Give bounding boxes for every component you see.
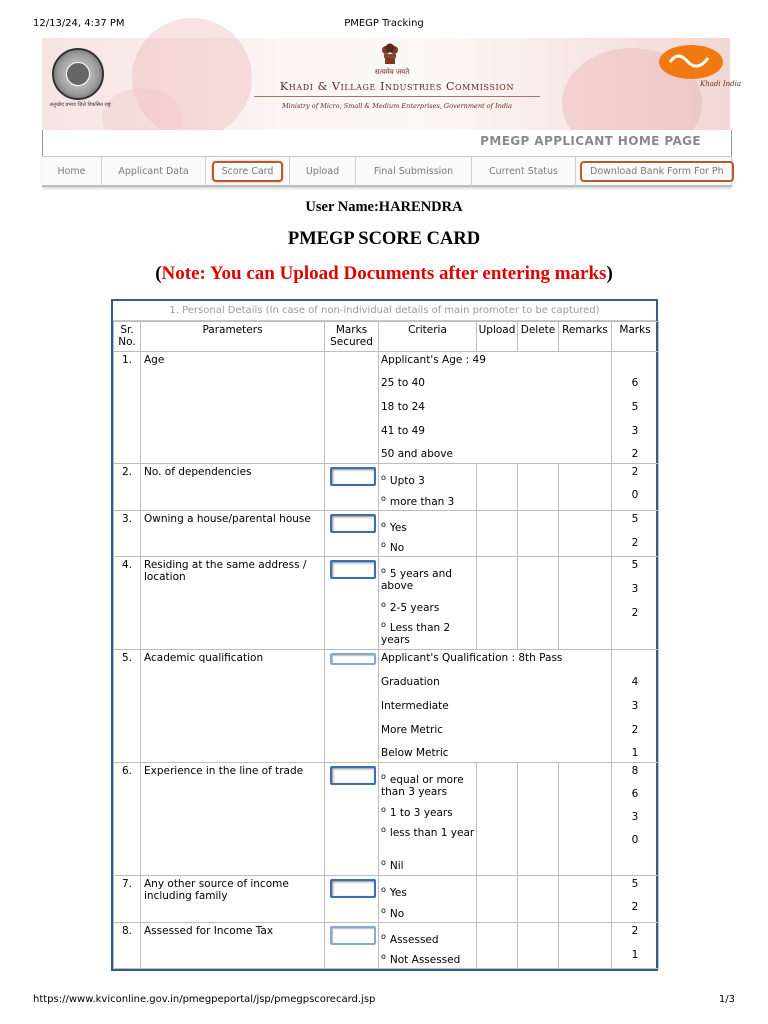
header-remarks: Remarks xyxy=(559,322,612,352)
row-sr: 4. xyxy=(114,557,141,650)
marks-cell xyxy=(612,511,659,557)
kvic-seal-logo xyxy=(52,48,104,100)
criteria-option[interactable]: $^o$ less than 1 year xyxy=(381,825,475,839)
nav-score-card[interactable]: Score Card xyxy=(206,157,290,186)
delete-cell xyxy=(518,923,559,969)
mark-value: 3 xyxy=(631,811,639,823)
mark-value: 6 xyxy=(631,377,639,389)
table-row xyxy=(114,511,659,557)
mark-value: 0 xyxy=(631,489,639,501)
print-tab-title: PMEGP Tracking xyxy=(344,18,424,29)
mark-value: 2 xyxy=(631,724,639,736)
marks-secured-cell xyxy=(325,763,379,876)
criteria-option[interactable]: $^o$ Less than 2 years xyxy=(381,620,451,646)
criteria-text: More Metric xyxy=(381,724,444,736)
row-sr: 5. xyxy=(114,650,141,763)
mark-value: 5 xyxy=(631,513,639,525)
marks-cell xyxy=(612,464,659,511)
nav-upload[interactable]: Upload xyxy=(290,157,356,186)
mark-value: 3 xyxy=(631,583,639,595)
mark-value: 5 xyxy=(631,559,639,571)
row-parameter: Age xyxy=(141,352,325,464)
mark-value: 0 xyxy=(631,834,639,846)
user-name: User Name:HARENDRA xyxy=(305,199,463,215)
upload-note: (Note: You can Upload Documents after entering marks) xyxy=(155,263,613,284)
table-header-row xyxy=(114,322,659,352)
criteria-option[interactable]: $^o$ Not Assessed xyxy=(381,952,461,966)
mark-value: 4 xyxy=(631,676,639,688)
marks-cell xyxy=(612,923,659,969)
page-number: 1/3 xyxy=(718,994,735,1005)
remarks-cell xyxy=(559,763,612,876)
criteria-option[interactable]: $^o$ 2-5 years xyxy=(381,600,440,614)
remarks-cell xyxy=(559,464,612,511)
criteria-option[interactable]: $^o$ Upto 3 xyxy=(381,473,425,487)
header-parameters: Parameters xyxy=(141,322,325,352)
row-parameter: Residing at the same address / location xyxy=(141,557,325,650)
criteria-text: Applicant's Age : 49 xyxy=(381,354,486,366)
marks-secured-cell xyxy=(325,650,379,763)
criteria-option[interactable]: $^o$ No xyxy=(381,906,405,920)
mark-value: 2 xyxy=(631,448,639,460)
row-parameter: Owning a house/parental house xyxy=(141,511,325,557)
remarks-cell xyxy=(559,557,612,650)
criteria-text: 50 and above xyxy=(381,448,453,460)
mark-value: 2 xyxy=(631,925,639,937)
page-subheader xyxy=(42,130,732,156)
criteria-text: Graduation xyxy=(381,676,440,688)
nav-home[interactable]: Home xyxy=(42,157,102,186)
table-row xyxy=(114,557,659,650)
mark-value: 2 xyxy=(631,901,639,913)
criteria-text: 18 to 24 xyxy=(381,401,425,413)
criteria-text: Applicant's Qualification : 8th Pass xyxy=(381,652,563,664)
score-card-table xyxy=(111,299,658,971)
mark-value: 2 xyxy=(631,466,639,478)
delete-cell xyxy=(518,557,559,650)
site-banner xyxy=(42,38,742,130)
nav-current-status[interactable]: Current Status xyxy=(472,157,576,186)
marks-secured-input[interactable] xyxy=(330,467,376,486)
delete-cell xyxy=(518,511,559,557)
print-header xyxy=(0,0,768,34)
criteria-option[interactable]: $^o$ No xyxy=(381,540,405,554)
marks-secured-input[interactable] xyxy=(330,926,376,945)
header-upload: Upload xyxy=(477,322,518,352)
marks-secured-input[interactable] xyxy=(330,653,376,665)
table-row xyxy=(114,763,659,876)
row-sr: 7. xyxy=(114,876,141,923)
criteria-cell xyxy=(379,763,477,876)
mark-value: 1 xyxy=(631,949,639,961)
section-caption: 1. Personal Details (In case of non-individual details of main promoter to be captured) xyxy=(113,301,656,321)
print-datetime: 12/13/24, 4:37 PM xyxy=(33,18,125,29)
marks-secured-cell xyxy=(325,352,379,464)
mark-value: 3 xyxy=(631,425,639,437)
marks-secured-input[interactable] xyxy=(330,766,376,785)
mark-value: 1 xyxy=(631,747,639,759)
criteria-option[interactable]: $^o$ Yes xyxy=(381,885,407,899)
row-sr: 1. xyxy=(114,352,141,464)
upload-cell xyxy=(477,511,518,557)
mark-value: 5 xyxy=(631,401,639,413)
row-sr: 3. xyxy=(114,511,141,557)
marks-secured-input[interactable] xyxy=(330,560,376,579)
row-parameter: No. of dependencies xyxy=(141,464,325,511)
delete-cell xyxy=(518,464,559,511)
delete-cell xyxy=(518,876,559,923)
header-sr: Sr. No. xyxy=(114,322,141,352)
header-delete: Delete xyxy=(518,322,559,352)
row-parameter: Any other source of income including family xyxy=(141,876,325,923)
criteria-text: Below Metric xyxy=(381,747,449,759)
delete-cell xyxy=(518,763,559,876)
marks-secured-cell xyxy=(325,464,379,511)
page-heading: PMEGP APPLICANT HOME PAGE xyxy=(480,134,701,148)
criteria-option[interactable]: $^o$ Assessed xyxy=(381,932,439,946)
seal-caption: अनुच्छेद प्रभाव ज़िले विकसित राष्ट्र xyxy=(49,102,111,108)
nav-applicant-data[interactable]: Applicant Data xyxy=(102,157,206,186)
remarks-cell xyxy=(559,511,612,557)
criteria-cell xyxy=(379,464,477,511)
upload-cell xyxy=(477,763,518,876)
marks-secured-input[interactable] xyxy=(330,514,376,533)
criteria-cell xyxy=(379,650,612,763)
marks-cell xyxy=(612,763,659,876)
criteria-option[interactable]: $^o$ Nil xyxy=(381,858,404,872)
marks-secured-cell xyxy=(325,557,379,650)
criteria-option[interactable]: $^o$ 1 to 3 years xyxy=(381,805,453,819)
criteria-option[interactable]: $^o$ equal or more than 3 years xyxy=(381,772,464,798)
table-row xyxy=(114,352,659,464)
main-nav xyxy=(42,156,732,187)
criteria-cell xyxy=(379,557,477,650)
marks-cell xyxy=(612,352,659,464)
row-sr: 2. xyxy=(114,464,141,511)
row-parameter: Experience in the line of trade xyxy=(141,763,325,876)
upload-cell xyxy=(477,464,518,511)
criteria-cell xyxy=(379,923,477,969)
row-parameter: Assessed for Income Tax xyxy=(141,923,325,969)
criteria-text: 41 to 49 xyxy=(381,425,425,437)
mark-value: 2 xyxy=(631,537,639,549)
marks-secured-cell xyxy=(325,876,379,923)
criteria-cell xyxy=(379,511,477,557)
criteria-option[interactable]: $^o$ 5 years and above xyxy=(381,566,452,592)
table-row xyxy=(114,650,659,763)
marks-cell xyxy=(612,650,659,763)
criteria-cell xyxy=(379,876,477,923)
row-sr: 8. xyxy=(114,923,141,969)
remarks-cell xyxy=(559,923,612,969)
khadi-india-logo xyxy=(656,44,742,88)
header-marks: Marks xyxy=(612,322,659,352)
criteria-option[interactable]: $^o$ more than 3 xyxy=(381,494,455,508)
row-parameter: Academic qualification xyxy=(141,650,325,763)
ministry-line: Ministry of Micro, Small & Medium Enterprises, Government of India xyxy=(282,102,512,110)
remarks-cell xyxy=(559,876,612,923)
marks-secured-cell xyxy=(325,923,379,969)
criteria-text: 25 to 40 xyxy=(381,377,425,389)
score-card-title: PMEGP SCORE CARD xyxy=(287,229,481,249)
marks-secured-cell xyxy=(325,511,379,557)
upload-cell xyxy=(477,557,518,650)
mark-value: 3 xyxy=(631,700,639,712)
header-marks-secured: Marks Secured xyxy=(325,322,379,352)
nav-download-bank-form[interactable]: Download Bank Form For Ph xyxy=(576,157,732,186)
hindi-motto: सत्यमेव जयते xyxy=(374,68,410,76)
marks-secured-input[interactable] xyxy=(330,879,376,898)
header-criteria: Criteria xyxy=(379,322,477,352)
criteria-text: Intermediate xyxy=(381,700,449,712)
page-url: https://www.kviconline.gov.in/pmegpeportal/jsp/pmegpscorecard.jsp xyxy=(33,994,376,1005)
marks-cell xyxy=(612,557,659,650)
criteria-option[interactable]: $^o$ Yes xyxy=(381,520,407,534)
mark-value: 5 xyxy=(631,878,639,890)
mark-value: 6 xyxy=(631,788,639,800)
row-sr: 6. xyxy=(114,763,141,876)
national-emblem-icon xyxy=(381,40,399,66)
marks-cell xyxy=(612,876,659,923)
criteria-cell xyxy=(379,352,612,464)
table-row xyxy=(114,876,659,923)
org-name: Khadi & Village Industries Commission xyxy=(254,80,540,97)
table-row xyxy=(114,923,659,969)
upload-cell xyxy=(477,923,518,969)
upload-cell xyxy=(477,876,518,923)
khadi-brand-text: Khadi India xyxy=(700,80,742,88)
mark-value: 8 xyxy=(631,765,639,777)
mark-value: 2 xyxy=(631,607,639,619)
table-row xyxy=(114,464,659,511)
nav-final-submission[interactable]: Final Submission xyxy=(356,157,472,186)
